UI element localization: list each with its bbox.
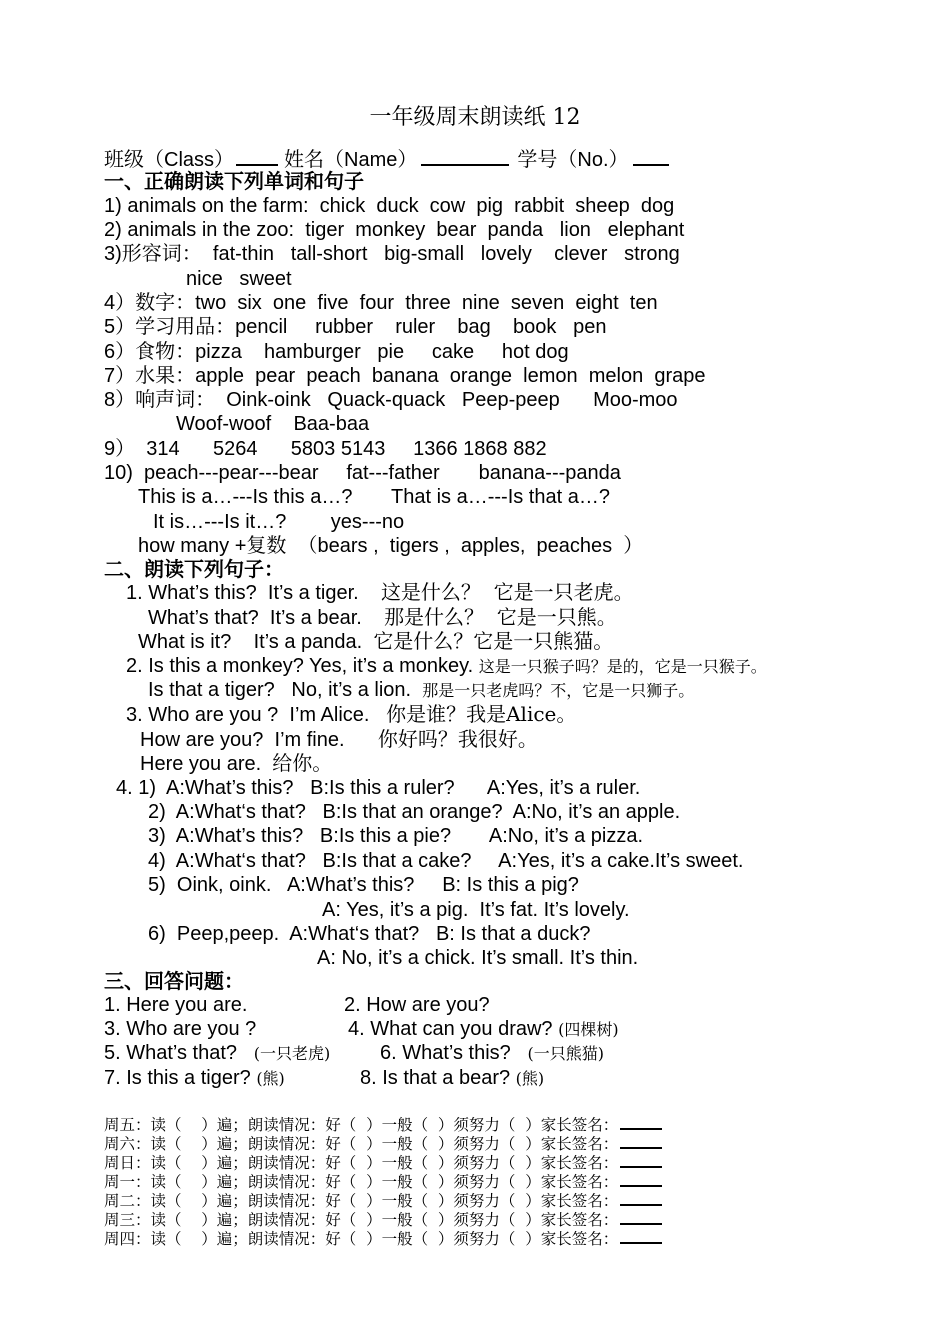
- sentence-en: How are you? I’m fine.: [140, 729, 378, 751]
- section1-line: how many +复数 （bears , tigers , apples, peaches ）: [138, 535, 644, 557]
- question: [348, 1017, 619, 1042]
- sentence-line: [126, 654, 767, 679]
- question: 3. Who are you ?: [104, 1018, 257, 1040]
- reading-log-text: 周五：读（ ）遍；朗读情况：好（ ）一般（ ）须努力（ ）家长签名：: [104, 1116, 619, 1134]
- parent-signature-blank: [620, 1228, 662, 1244]
- section1-line: 10) peach---pear---bear fat---father banana---panda: [104, 462, 621, 484]
- dialogue-line: 2) A:What‘s that? B:Is that an orange? A:No, it’s an apple.: [148, 801, 681, 823]
- section3-heading: 三、回答问题：: [104, 971, 244, 993]
- section1-line: 1) animals on the farm: chick duck cow pig rabbit sheep dog: [104, 195, 675, 217]
- number-label: 学号（No.）: [517, 149, 629, 171]
- question: [104, 1041, 330, 1066]
- reading-log-text: 周日：读（ ）遍；朗读情况：好（ ）一般（ ）须努力（ ）家长签名：: [104, 1154, 619, 1172]
- section1-line: 4）数字：two six one five four three nine seven eight ten: [104, 292, 658, 314]
- dialogue-line: 4) A:What‘s that? B:Is that a cake? A:Yes, it’s a cake.It’s sweet.: [148, 850, 744, 872]
- section2-heading: 二、朗读下列句子：: [104, 559, 284, 581]
- reading-log-text: 周六：读（ ）遍；朗读情况：好（ ）一般（ ）须努力（ ）家长签名：: [104, 1135, 619, 1153]
- name-blank: [421, 146, 509, 166]
- question-text: 8. Is that a bear?: [360, 1067, 511, 1089]
- reading-log-row: [104, 1114, 662, 1135]
- reading-log-text: 周三：读（ ）遍；朗读情况：好（ ）一般（ ）须努力（ ）家长签名：: [104, 1211, 619, 1229]
- sentence-zh: 这是什么？ 它是一只老虎。: [380, 580, 634, 604]
- parent-signature-blank: [620, 1171, 662, 1187]
- sentence-en: 1. What’s this? It’s a tiger.: [126, 582, 381, 604]
- reading-log-row: [104, 1171, 662, 1192]
- question: 1. Here you are.: [104, 994, 248, 1016]
- section1-line: 9） 314 5264 5803 5143 1366 1868 882: [104, 438, 547, 460]
- section1-line: 3)形容词： fat-thin tall-short big-small lovely clever strong: [104, 243, 680, 265]
- question: [380, 1041, 604, 1066]
- reading-log-text: 周二：读（ ）遍；朗读情况：好（ ）一般（ ）须努力（ ）家长签名：: [104, 1192, 619, 1210]
- dialogue-line: 6) Peep,peep. A:What‘s that? B: Is that a duck?: [148, 923, 591, 945]
- number-blank: [633, 146, 669, 166]
- question-text: 7. Is this a tiger?: [104, 1067, 251, 1089]
- question-hint: (四棵树): [558, 1020, 619, 1039]
- class-blank: [236, 146, 278, 166]
- page-title: 一年级周末朗读纸 12: [369, 105, 581, 130]
- question: [360, 1066, 544, 1091]
- section1-line: nice sweet: [186, 268, 292, 290]
- sentence-zh: 那是什么？ 它是一只熊。: [384, 605, 617, 629]
- name-label: 姓名（Name）: [284, 149, 418, 171]
- question-hint: (熊): [515, 1069, 545, 1088]
- sentence-en: What is it? It’s a panda.: [138, 631, 374, 653]
- section1-line: This is a…---Is this a…? That is a…---Is that a…?: [138, 486, 610, 508]
- sentence-zh: 给你。: [272, 751, 333, 775]
- reading-log-row: [104, 1228, 662, 1249]
- sentence-line: [140, 751, 332, 776]
- class-label: 班级（Class）: [104, 149, 235, 171]
- dialogue-line: 5) Oink, oink. A:What’s this? B: Is this a pig?: [148, 874, 579, 896]
- reading-log-row: [104, 1133, 662, 1154]
- sentence-zh: 这是一只猴子吗？是的，它是一只猴子。: [478, 657, 767, 676]
- sentence-line: [138, 629, 613, 654]
- question-text: 4. What can you draw?: [348, 1018, 553, 1040]
- sentence-en: Here you are.: [140, 753, 273, 775]
- dialogue-line: 4. 1) A:What’s this? B:Is this a ruler? A:Yes, it’s a ruler.: [116, 777, 641, 799]
- sentence-line: [148, 678, 694, 703]
- parent-signature-blank: [620, 1190, 662, 1206]
- sentence-line: [140, 727, 538, 752]
- reading-log-row: [104, 1209, 662, 1230]
- sentence-line: [126, 702, 576, 727]
- parent-signature-blank: [620, 1114, 662, 1130]
- section1-line: It is…---Is it…? yes---no: [153, 511, 405, 533]
- dialogue-line: A: No, it’s a chick. It’s small. It’s thin.: [317, 947, 639, 969]
- section1-line: 2) animals in the zoo: tiger monkey bear panda lion elephant: [104, 219, 685, 241]
- sentence-zh: 你是谁？我是Alice。: [386, 702, 577, 726]
- parent-signature-blank: [620, 1209, 662, 1225]
- dialogue-line: A: Yes, it’s a pig. It’s fat. It’s lovely.: [322, 899, 630, 921]
- sentence-en: 2. Is this a monkey? Yes, it’s a monkey.: [126, 655, 479, 677]
- question-text: 6. What’s this?: [380, 1042, 511, 1064]
- parent-signature-blank: [620, 1152, 662, 1168]
- section1-line: 5）学习用品：pencil rubber ruler bag book pen: [104, 316, 607, 338]
- question: [104, 1066, 285, 1091]
- sentence-zh: 那是一只老虎吗？不，它是一只狮子。: [422, 681, 695, 700]
- student-info-line: [104, 146, 669, 172]
- reading-log-row: [104, 1152, 662, 1173]
- reading-log-row: [104, 1190, 662, 1211]
- sentence-zh: 它是什么？它是一只熊猫。: [373, 629, 614, 653]
- reading-log-text: 周四：读（ ）遍；朗读情况：好（ ）一般（ ）须努力（ ）家长签名：: [104, 1230, 619, 1248]
- sentence-line: [126, 580, 634, 605]
- section1-heading: 一、正确朗读下列单词和句子: [104, 171, 364, 193]
- question-hint: (熊): [256, 1069, 285, 1088]
- sentence-zh: 你好吗？我很好。: [377, 727, 538, 751]
- section1-line: 6）食物：pizza hamburger pie cake hot dog: [104, 341, 569, 363]
- section1-line: Woof-woof Baa-baa: [176, 413, 370, 435]
- sentence-en: Is that a tiger? No, it’s a lion.: [148, 679, 423, 701]
- sentence-line: [148, 605, 617, 630]
- question: 2. How are you?: [344, 994, 490, 1016]
- dialogue-line: 3) A:What’s this? B:Is this a pie? A:No, it’s a pizza.: [148, 825, 644, 847]
- parent-signature-blank: [620, 1133, 662, 1149]
- sentence-en: 3. Who are you ? I’m Alice.: [126, 704, 387, 726]
- question-text: 5. What’s that?: [104, 1042, 238, 1064]
- question-hint: (一只老虎): [253, 1044, 331, 1063]
- section1-line: 8）响声词： Oink-oink Quack-quack Peep-peep Moo-moo: [104, 389, 678, 411]
- section1-line: 7）水果：apple pear peach banana orange lemon melon grape: [104, 365, 706, 387]
- question-hint: (一只熊猫): [527, 1044, 604, 1063]
- reading-log-text: 周一：读（ ）遍；朗读情况：好（ ）一般（ ）须努力（ ）家长签名：: [104, 1173, 619, 1191]
- sentence-en: What’s that? It’s a bear.: [148, 607, 385, 629]
